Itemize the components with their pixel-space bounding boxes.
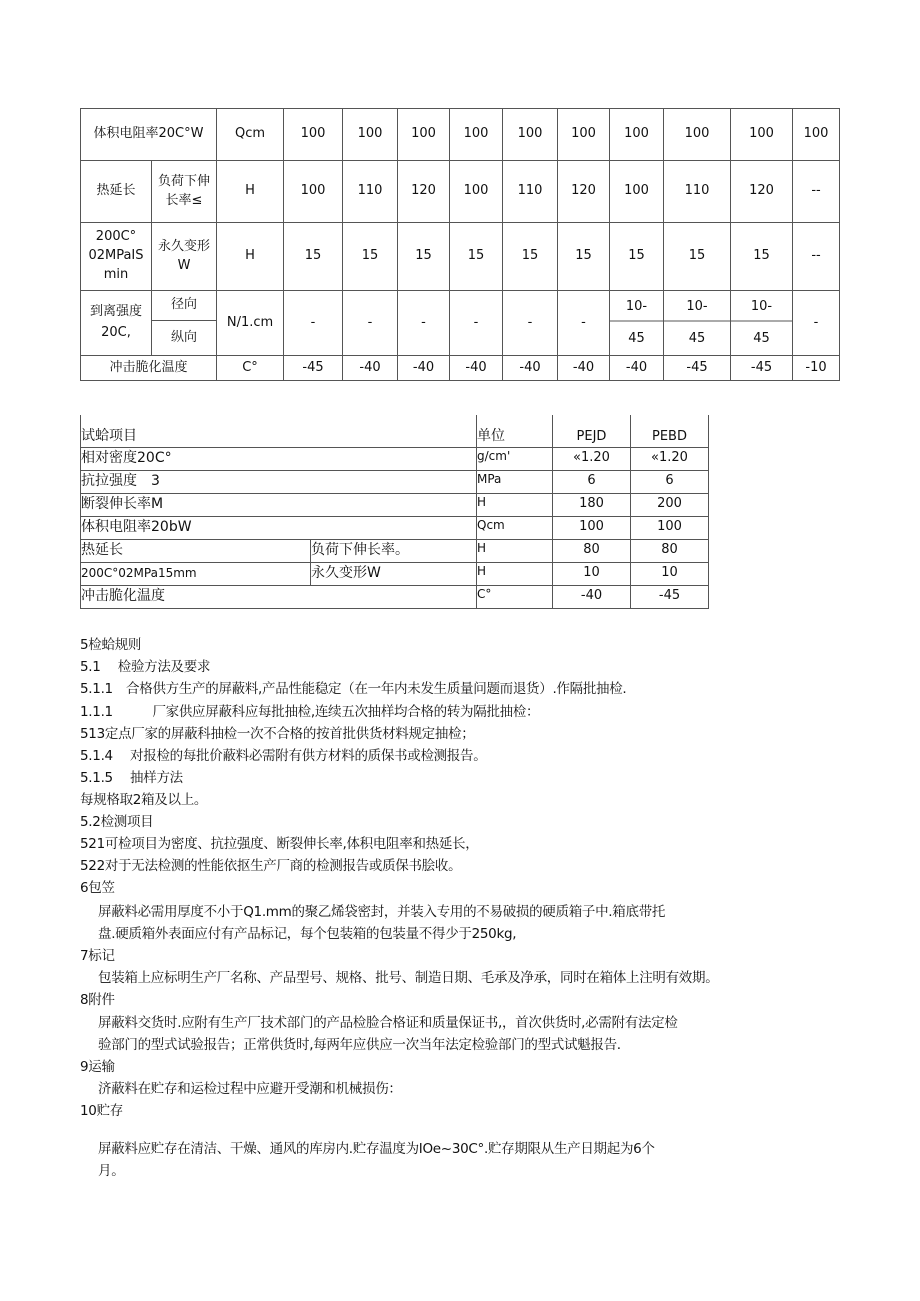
table-cell: -40	[398, 356, 450, 381]
table-cell: 15	[503, 223, 558, 291]
table-cell: 热延长	[81, 161, 152, 223]
text-line: 513定点厂家的屏蔽科抽检一次不合格的按首批供货材料规定抽检；	[80, 726, 475, 742]
table-row	[81, 161, 840, 223]
table-cell: 10	[553, 562, 631, 585]
table-cell: 110	[343, 161, 398, 223]
text-line: 月。	[98, 1163, 125, 1179]
text-line: 包装箱上应标明生产厂名称、产品型号、规格、批号、制造日期、毛承及净承，同时在箱体上注明有效期。	[98, 970, 719, 986]
table-cell: 纵向	[152, 321, 217, 356]
table-row	[81, 109, 840, 161]
table-cell: 80	[553, 539, 631, 562]
table-cell: 15	[343, 223, 398, 291]
table-cell: 体积电阻率20C°W	[81, 109, 217, 161]
text-line: 6包笠	[80, 880, 115, 896]
table-cell: 15	[450, 223, 503, 291]
table-cell: 120	[731, 161, 793, 223]
table-cell: -	[558, 291, 610, 356]
table-cell: -45	[731, 356, 793, 381]
table-cell: 抗拉强度 3	[81, 470, 477, 493]
table-cell: -40	[343, 356, 398, 381]
table-row	[81, 539, 709, 562]
table-cell: -40	[558, 356, 610, 381]
table-cell: 15	[398, 223, 450, 291]
table-cell: g/cm'	[477, 447, 553, 470]
table-cell: H	[217, 161, 284, 223]
table-cell: 径向	[152, 291, 217, 321]
table-cell: 10- 45	[610, 291, 664, 356]
text-line: 522对于无法检测的性能依抠生产厂商的检测报告或质保书脍收。	[80, 858, 462, 874]
table-cell: 单位	[477, 415, 553, 447]
table-row	[81, 516, 709, 539]
table-cell: 冲击脆化温度	[81, 585, 477, 608]
table-cell: 100	[731, 109, 793, 161]
table-cell: -40	[610, 356, 664, 381]
table-cell: 100	[558, 109, 610, 161]
table-cell: N/1.cm	[217, 291, 284, 356]
text-line: 屏蔽料必需用厚度不小于Q1.mm的聚乙烯袋密封，并装入专用的不易破损的硬质箱子中.箱底带托	[98, 904, 666, 920]
table-cell: 100	[284, 161, 343, 223]
table-cell: 180	[553, 493, 631, 516]
text-line: 5检蛤规则	[80, 637, 142, 653]
table-row	[81, 585, 709, 608]
table-cell: 热延长	[81, 539, 311, 562]
table-cell: H	[477, 562, 553, 585]
table-cell: 200	[631, 493, 709, 516]
table-row	[81, 470, 709, 493]
table-cell: 6	[631, 470, 709, 493]
properties-table-2	[80, 415, 709, 609]
table-cell: 110	[503, 161, 558, 223]
table-cell: 永久变形W	[152, 223, 217, 291]
table-cell: 相对密度20C°	[81, 447, 477, 470]
table-cell: -45	[284, 356, 343, 381]
table-cell: 试蛤项目	[81, 415, 477, 447]
table-cell: 100	[610, 161, 664, 223]
table-cell: -40	[450, 356, 503, 381]
text-line: 盘.硬质箱外表面应付有产品标记，每个包装箱的包装量不得少于250kg,	[98, 926, 517, 942]
table-cell: 15	[664, 223, 731, 291]
text-line: 8附件	[80, 992, 115, 1008]
table-cell: 负荷下伸长率≤	[152, 161, 217, 223]
table-row	[81, 447, 709, 470]
table-cell: 永久变形W	[311, 562, 477, 585]
table-cell: -	[398, 291, 450, 356]
table-cell: Qcm	[477, 516, 553, 539]
text-line: 9运输	[80, 1059, 115, 1075]
table-cell: Qcm	[217, 109, 284, 161]
table-cell: 120	[398, 161, 450, 223]
table-cell: 100	[284, 109, 343, 161]
table-row	[81, 223, 840, 291]
table-cell: 15	[284, 223, 343, 291]
table-cell: 负荷下伸长率。	[311, 539, 477, 562]
table-cell: 120	[558, 161, 610, 223]
table-row	[81, 291, 840, 321]
table-cell: 80	[631, 539, 709, 562]
table-cell: 100	[450, 109, 503, 161]
table-cell: C°	[217, 356, 284, 381]
table-cell: 10	[631, 562, 709, 585]
properties-table-1	[80, 108, 840, 381]
table-cell: H	[477, 493, 553, 516]
text-line: 验部门的型式试验报告；正常供货时,每两年应供应一次当年法定检验部门的型式试魁报告.	[98, 1037, 621, 1053]
table-cell: 15	[731, 223, 793, 291]
table-cell: -	[450, 291, 503, 356]
table-cell: 100	[503, 109, 558, 161]
text-line: 5.1.1 合格供方生产的屏蔽料,产品性能稳定（在一年内未发生质量问题而退货）.作隔批抽检.	[80, 681, 627, 697]
text-line: 5.2检测项目	[80, 814, 154, 830]
table-cell: --	[793, 223, 840, 291]
text-line: 5.1.5 抽样方法	[80, 770, 183, 786]
table-cell: -45	[664, 356, 731, 381]
table-cell: 100	[343, 109, 398, 161]
table-cell: -	[793, 291, 840, 356]
text-line: 屏蔽料交货时.应附有生产厂技术部门的产品检脸合格证和质量保证书,，首次供货时,必需附有法定检	[98, 1015, 678, 1031]
text-line: 5.1 检验方法及要求	[80, 659, 211, 675]
text-line: 济蔽料在贮存和运检过程中应避开受潮和机械损伤：	[98, 1081, 402, 1097]
table-cell: «1.20	[553, 447, 631, 470]
table-cell: -40	[553, 585, 631, 608]
table-cell: 15	[558, 223, 610, 291]
table-cell: 10- 45	[731, 291, 793, 356]
text-line: 10贮存	[80, 1103, 123, 1119]
table-cell: «1.20	[631, 447, 709, 470]
table-cell: 100	[398, 109, 450, 161]
table-cell: 断裂伸长率M	[81, 493, 477, 516]
table-cell: H	[217, 223, 284, 291]
table-cell: 6	[553, 470, 631, 493]
table-cell: -40	[503, 356, 558, 381]
table-header-row	[81, 415, 709, 447]
table-cell: H	[477, 539, 553, 562]
table-cell: 200C°02MPa15mm	[81, 562, 311, 585]
table-cell: -	[503, 291, 558, 356]
table-cell: --	[793, 161, 840, 223]
table-cell: -	[284, 291, 343, 356]
table-cell: 到离强度 20C,	[81, 291, 152, 356]
table-cell: 100	[450, 161, 503, 223]
table-cell: C°	[477, 585, 553, 608]
text-line: 1.1.1 厂家供应屏蔽科应每批抽检,连续五次抽样均合格的转为隔批抽检：	[80, 704, 540, 720]
table-row	[81, 356, 840, 381]
table-cell: PEJD	[553, 415, 631, 447]
table-cell: 15	[610, 223, 664, 291]
text-line: 7标记	[80, 948, 115, 964]
table-cell: 100	[793, 109, 840, 161]
table-cell: 体积电阻率20bW	[81, 516, 477, 539]
text-line: 屏蔽料应贮存在清洁、干燥、通风的库房内.贮存温度为IOe~30C°.贮存期限从生产日期起为6个	[98, 1141, 655, 1157]
table-row	[81, 562, 709, 585]
table-cell: 100	[553, 516, 631, 539]
table-cell: 200C° 02MPaIS min	[81, 223, 152, 291]
text-line: 521可检项目为密度、抗拉强度、断裂伸长率,体积电阻率和热延长，	[80, 836, 479, 852]
table-cell: 100	[610, 109, 664, 161]
table-cell: 100	[631, 516, 709, 539]
table-cell: 冲击脆化温度	[81, 356, 217, 381]
table-cell: -45	[631, 585, 709, 608]
text-line: 每规格取2箱及以上。	[80, 792, 208, 808]
table-cell: -	[343, 291, 398, 356]
table-cell: 110	[664, 161, 731, 223]
table-cell: 10- 45	[664, 291, 731, 356]
text-line: 5.1.4 对报检的每批价蔽料必需附有供方材料的质保书或检测报告。	[80, 748, 487, 764]
table-cell: 100	[664, 109, 731, 161]
table-cell: MPa	[477, 470, 553, 493]
table-cell: -10	[793, 356, 840, 381]
table-row	[81, 493, 709, 516]
table-cell: PEBD	[631, 415, 709, 447]
